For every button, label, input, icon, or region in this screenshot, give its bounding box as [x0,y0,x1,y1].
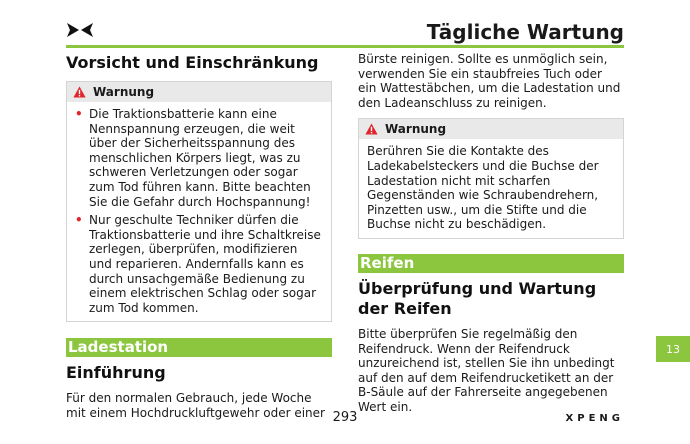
warning-bullet-text: Nur geschulte Techniker dürfen die Traktionsbatterie und ihre Schaltkreise zerlegen, überprüfen, modifizieren und reparieren. Andernfalls kann es durch unsachgemäße Bedienung zu einem elektrischen Schlag oder sogar zum Tod kommen. [89,213,321,315]
header-divider [66,45,624,48]
warning-triangle-icon [365,123,378,135]
section-bar-ladestation: Ladestation [66,338,332,357]
cleaning-paragraph: Bürste reinigen. Sollte es unmöglich sein, verwenden Sie ein staubfreies Tuch oder ein Wattestäbchen, um die Ladestation und den Ladeanschluss zu reinigen. [358,52,621,110]
warning-triangle-icon [73,86,86,98]
introduction-heading: Einführung [66,363,166,383]
warning-body [359,139,623,238]
introduction-paragraph: Für den normalen Gebrauch, jede Woche mit einem Hochdruckluftgewehr oder einer [66,391,325,420]
caution-heading: Vorsicht und Einschränkung [66,53,319,72]
warning-list [75,107,323,315]
chapter-title: Tägliche Wartung [426,20,624,44]
left-column [66,52,332,421]
section-bar-reifen: Reifen [358,254,624,273]
warning-label: Warnung [93,85,155,99]
tire-heading: Überprüfung und Wartung der Reifen [358,278,597,318]
chapter-tab: 13 [656,336,690,362]
brand-wordmark: XPENG [565,413,624,424]
warning-box [358,118,624,239]
bullet-icon: • [75,107,83,121]
warning-bullet-item [75,213,323,315]
bullet-icon: • [75,213,83,228]
tire-paragraph: Bitte überprüfen Sie regelmäßig den Reifendruck. Wenn der Reifendruck unzureichend ist, stellen Sie ihn unbedingt auf den auf dem Reifendrucketikett an der B-Säule auf der Fahrerseite angegebenen Wert ein. [358,326,615,414]
warning-text: Berühren Sie die Kontakte des Ladekabelsteckers und die Buchse der Ladestation nicht mit scharfen Gegenständen wie Schraubendrehern, Pinzetten usw., um die Stifte und die Buchse nicht zu beschädigen. [367,144,599,232]
warning-header [359,119,623,139]
xpeng-logo-icon [66,22,94,38]
warning-box [66,81,332,322]
right-column [358,52,624,415]
warning-bullet-item [75,107,323,209]
warning-label: Warnung [385,122,447,137]
page-number: 293 [332,410,358,425]
warning-body [67,102,331,321]
warning-header [67,82,331,102]
warning-bullet-text: Die Traktionsbatterie kann eine Nennspannung erzeugen, die weit über der Sicherheitsspannung des menschlichen Körpers liegt, was zu schweren Verletzungen oder sogar zum Tod führen kann. Bitte beachten Sie die Gefahr durch Hochspannung! [89,107,311,209]
